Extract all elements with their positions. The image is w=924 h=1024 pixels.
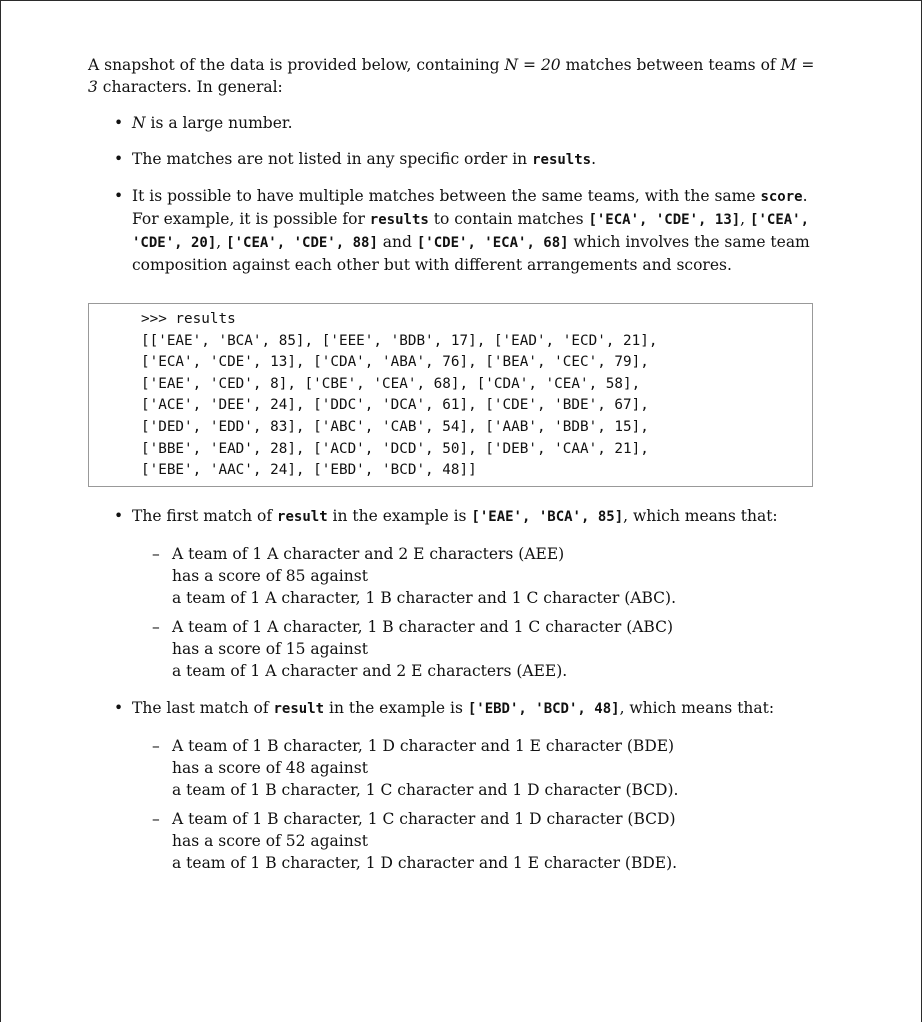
sub-item: [88, 735, 816, 801]
bullet-text: in the example is: [324, 699, 468, 717]
bullet-text: is a large number.: [145, 114, 293, 132]
sub-item: [88, 543, 816, 609]
bullet-dot: •: [114, 187, 124, 205]
sub-line: has a score of 15 against: [172, 640, 368, 658]
inline-match: ['ECA', 'CDE', 13]: [588, 212, 741, 228]
sub-line: a team of 1 A character and 2 E characters (AEE).: [172, 662, 568, 680]
bullet-item: • It is possible to have multiple matches between the same teams, with the same score. For example, it is possible for results to contain matches ['ECA', 'CDE', 13], ['CEA', 'CDE', 20], ['CEA', 'CDE', 88] and ['CDE', 'ECA', 68] which involves the same team composition against each other but with different arrangements and scores.: [114, 187, 810, 274]
sub-line: has a score of 48 against: [172, 759, 368, 777]
code-line: ['BBE', 'EAD', 28], ['ACD', 'DCD', 50], ['DEB', 'CAA', 21],: [141, 440, 649, 457]
code-line: ['EBE', 'AAC', 24], ['EBD', 'BCD', 48]]: [141, 462, 477, 479]
bullet-text: .: [591, 150, 597, 168]
inline-match: ['CEA', 'CDE', 20]: [132, 212, 810, 251]
bullet-dot: •: [114, 507, 124, 525]
bullet-text: and: [377, 233, 417, 251]
sub-line: a team of 1 B character, 1 C character and 1 D character (BCD).: [172, 781, 679, 799]
bullet-text: to contain matches: [428, 210, 589, 228]
intro-text-2: matches between teams of: [560, 56, 781, 74]
inline-code: results: [532, 152, 592, 168]
bullet-item: [88, 112, 816, 134]
intro-text-3: characters. In general:: [97, 78, 283, 96]
inline-match: ['CEA', 'CDE', 88]: [226, 235, 378, 251]
code-line: ['ECA', 'CDE', 13], ['CDA', 'ABA', 76], ['BEA', 'CEC', 79],: [141, 354, 649, 371]
intro-m-equation: M = 3: [88, 56, 815, 96]
intro-text-1: A snapshot of the data is provided below, containing: [88, 56, 505, 74]
sub-line: has a score of 85 against: [172, 567, 368, 585]
bullet-text: It is possible to have multiple matches between the same teams, with the same: [132, 187, 761, 205]
bullet-text: , which means that:: [619, 699, 775, 717]
bullet-text: . For example, it is possible for: [132, 187, 808, 228]
inline-match: ['EBD', 'BCD', 48]: [467, 701, 620, 717]
last-match-bullet: [88, 697, 816, 720]
bullet-text: in the example is: [327, 507, 472, 525]
sub-dash: –: [152, 737, 160, 755]
sub-dash: –: [152, 618, 160, 636]
code-line: ['ACE', 'DEE', 24], ['DDC', 'DCA', 61], ['CDE', 'BDE', 67],: [141, 397, 649, 414]
bullet-text: The matches are not listed in any specific order in: [132, 150, 533, 168]
sub-dash: –: [152, 545, 160, 563]
bullet-n-var: N: [132, 114, 146, 132]
sub-line: a team of 1 A character, 1 B character and 1 C character (ABC).: [172, 589, 676, 607]
sub-item: [88, 808, 816, 874]
sub-line: A team of 1 B character, 1 D character and 1 E character (BDE): [172, 737, 675, 755]
sub-line: A team of 1 B character, 1 C character and 1 D character (BCD): [172, 810, 676, 828]
inline-code: score: [760, 189, 803, 205]
inline-code: result: [277, 509, 328, 525]
bullet-text: which involves the same team composition against each other but with different arrangements and scores.: [132, 233, 810, 274]
inline-match: ['EAE', 'BCA', 85]: [471, 509, 624, 525]
bullet-text: , which means that:: [623, 507, 778, 525]
inline-match: ['CDE', 'ECA', 68]: [416, 235, 569, 251]
code-line: ['DED', 'EDD', 83], ['ABC', 'CAB', 54], ['AAB', 'BDB', 15],: [141, 418, 649, 435]
explanation-content: [88, 505, 816, 874]
sub-line: A team of 1 A character and 2 E characters (AEE): [172, 545, 565, 563]
sub-line: a team of 1 B character, 1 D character and 1 E character (BDE).: [172, 854, 678, 872]
bullet-dot: •: [114, 150, 124, 168]
code-line: [['EAE', 'BCA', 85], ['EEE', 'BDB', 17], ['EAD', 'ECD', 21],: [141, 332, 658, 349]
code-line: ['EAE', 'CED', 8], ['CBE', 'CEA', 68], ['CDA', 'CEA', 58],: [141, 375, 641, 392]
document-content: [88, 54, 816, 276]
bullet-text: The last match of: [132, 699, 274, 717]
sub-line: has a score of 52 against: [172, 832, 368, 850]
intro-n-equation: N = 20: [504, 56, 561, 74]
code-block: [88, 303, 813, 487]
bullet-item: [88, 148, 816, 171]
intro-paragraph: [88, 54, 816, 98]
sub-item: [88, 616, 816, 682]
bullet-dot: •: [114, 699, 124, 717]
bullet-text: The first match of: [132, 507, 278, 525]
code-line: >>> results: [141, 311, 236, 327]
bullet-dot: •: [114, 114, 124, 132]
sub-line: A team of 1 A character, 1 B character and 1 C character (ABC): [172, 618, 674, 636]
sub-dash: –: [152, 810, 160, 828]
first-match-bullet: [88, 505, 816, 528]
inline-code: results: [369, 212, 429, 228]
code-listing: [141, 309, 657, 482]
inline-code: result: [273, 701, 325, 717]
